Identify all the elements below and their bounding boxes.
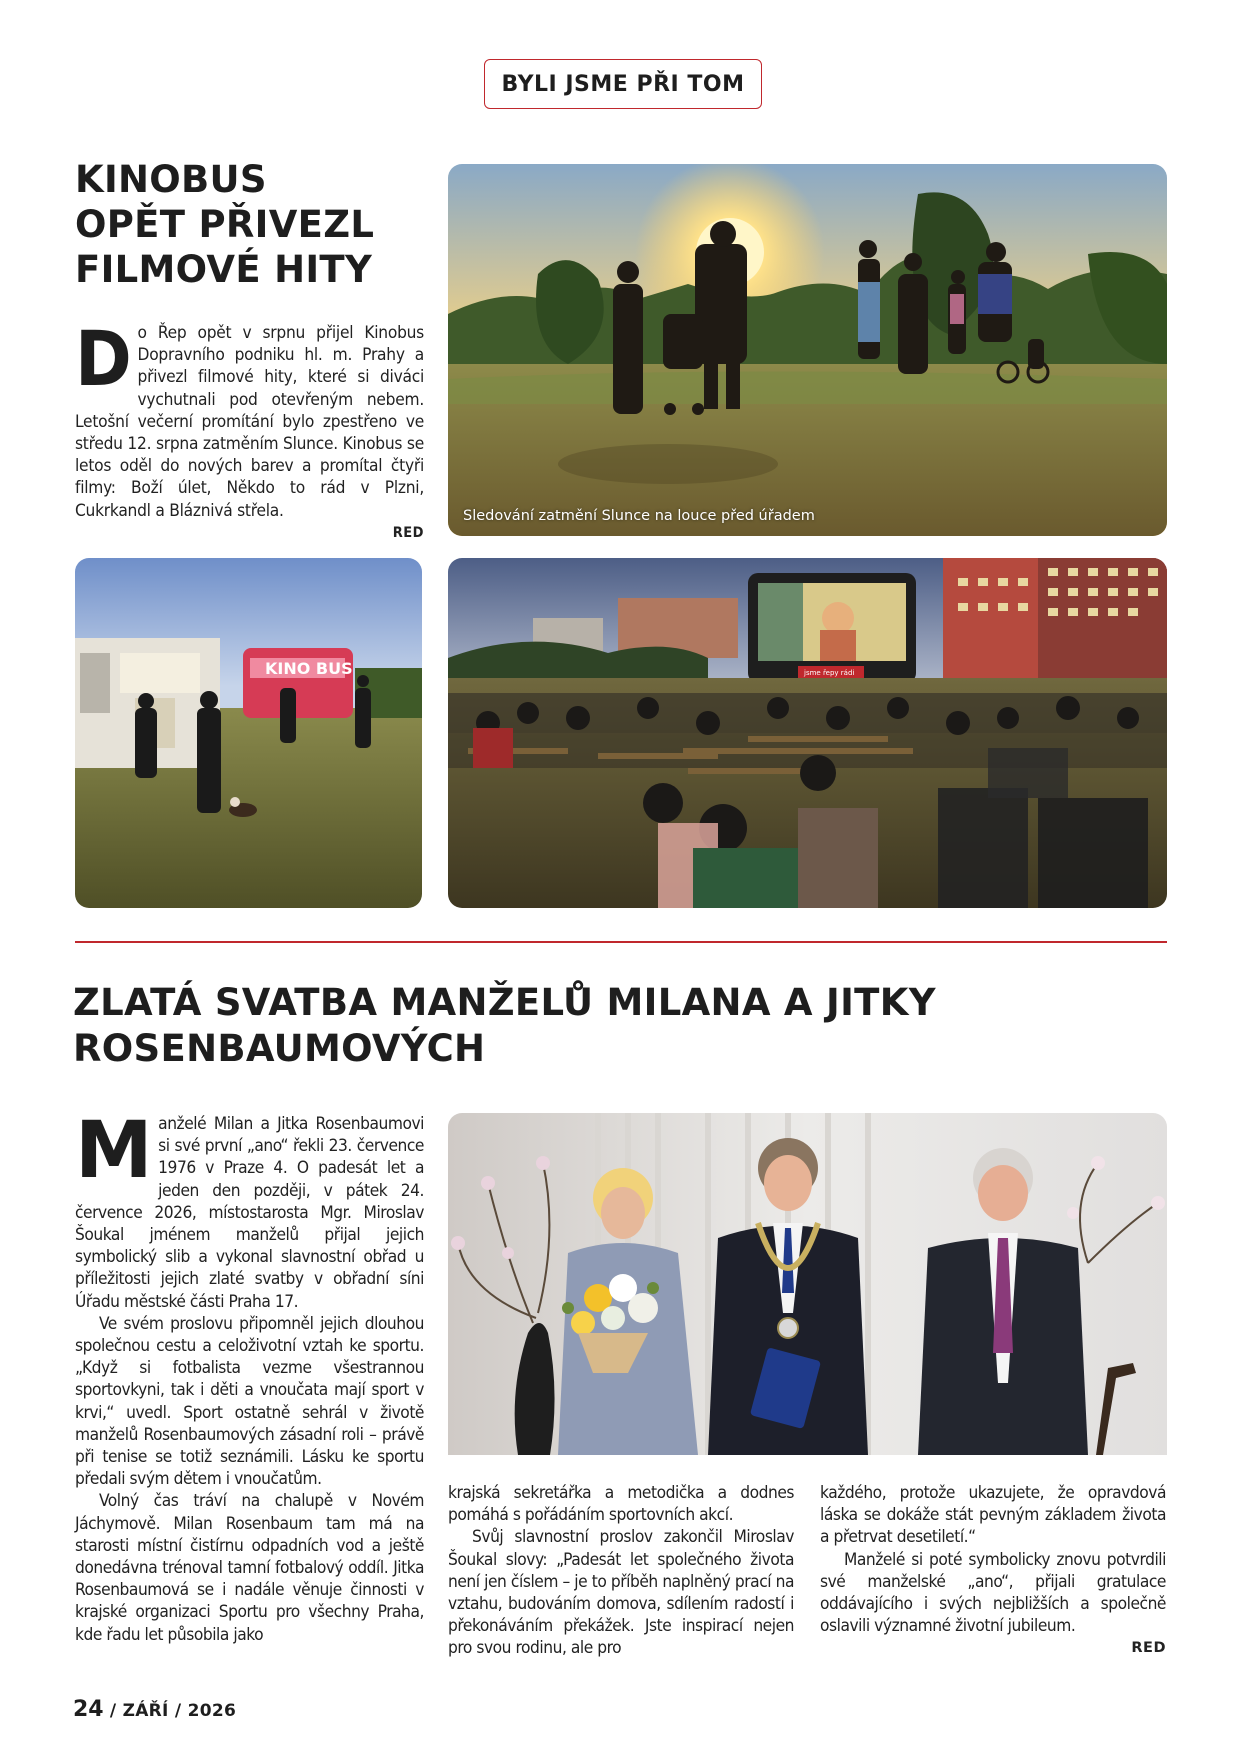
paragraph: krajská sekretářka a metodička a dodnes pomáhá s pořádáním sportovních akcí. — [448, 1483, 794, 1526]
bus-label: KINO BUS — [265, 659, 353, 678]
issue-date: / ZÁŘÍ / 2026 — [103, 1701, 237, 1721]
paragraph: Ve svém proslovu připomněl jejich dlouhou společnou cestu a celoživotní vztah ke sportu. „Když si fotbalista vezme všestrannou sportovkyni, tak i děti a vnoučata mají sport v krvi,“ uvedl. Sport ostatně sehrál v životě manželů Rosenbaumových zásadní roli – právě při tenise se totiž seznámili. Lásku ke sportu předali svým dětem i vnoučatům. — [75, 1313, 424, 1490]
paragraph: o Řep opět v srpnu přijel Kinobus Dopravního podniku hl. m. Prahy a přivezl filmové hity, které si diváci vychutnali pod otevřeným nebem. Letošní večerní promítání bylo zpestřeno ve středu 12. srpna zatměním Slunce. Kinobus se letos oděl do nových barev a promítal čtyři filmy: Boží úlet, Někdo to rád v Plzni, Cukrkandl a Bláznivá střela. — [75, 323, 424, 521]
title-line: ZLATÁ SVATBA MANŽELŮ MILANA A JITKY — [73, 981, 936, 1024]
photo-caption: Sledování zatmění Slunce na louce před úřadem — [463, 508, 815, 524]
photo-eclipse-meadow — [448, 164, 1167, 536]
paragraph: Manželé si poté symbolicky znovu potvrdili své manželské „ano“, přijali gratulace oddávajícího i svých nejbližších a společně oslavili významné životní jubileum. — [820, 1549, 1166, 1637]
author-signature: RED — [1131, 1640, 1166, 1657]
photo-open-air-cinema — [448, 558, 1167, 908]
paragraph: Svůj slavnostní proslov zakončil Miroslav Šoukal slovy: „Padesát let společného života není jen číslem – je to příběh naplněný prací na vztahu, budováním domova, sdílením radostí i překonáváním překážek. Jste inspirací nejen pro svou rodinu, ale pro — [448, 1527, 794, 1659]
drop-cap: M — [75, 1106, 153, 1196]
title-line: FILMOVÉ HITY — [75, 248, 373, 291]
title-line: ROSENBAUMOVÝCH — [73, 1027, 486, 1070]
section-badge: BYLI JSME PŘI TOM — [484, 59, 762, 109]
paragraph: Volný čas tráví na chalupě v Novém Jáchymově. Milan Rosenbaum tam má na starosti místní čistírnu odpadních vod a ještě donedávna trénoval tamní fotbalový oddíl. Jitka Rosenbaumová se i nadále věnuje činnosti v krajské organizaci Sportu pro všechny Praha, kde řadu let působila jako — [75, 1491, 424, 1645]
article-column-3 — [820, 1482, 1166, 1660]
article-column-2 — [448, 1482, 794, 1660]
article-body-kinobus — [75, 314, 424, 544]
photo-golden-wedding — [448, 1113, 1167, 1455]
screen-banner: jsme řepy rádi — [804, 669, 855, 677]
author-signature: RED — [392, 524, 424, 541]
drop-cap: D — [75, 314, 132, 403]
paragraph: anželé Milan a Jitka Rosenbaumovi si své první „ano“ řekli 23. července 1976 v Praze 4. O padesát let a jeden den později, v pátek 24. července 2026, místostarosta Mgr. Miroslav Šoukal jménem manželů přijal jejich symbolický slib a vykonal slavnostní obřad u příležitosti jejich zlaté svatby v obřadní síni Úřadu městské části Praha 17. — [75, 1114, 424, 1312]
article-title-zlata-svatba — [73, 980, 973, 1072]
photo-food-truck-bus — [75, 558, 422, 908]
page-number: 24 — [73, 1697, 104, 1722]
paragraph: každého, protože ukazujete, že opravdová láska se dokáže stát pevným základem života a přetrvat desetiletí.“ — [820, 1483, 1166, 1548]
page-footer — [73, 1697, 236, 1722]
section-divider — [75, 941, 1167, 943]
title-line: OPĚT PŘIVEZL — [75, 203, 375, 246]
article-column-1 — [75, 1106, 424, 1646]
article-title-kinobus — [75, 157, 435, 292]
title-line: KINOBUS — [75, 158, 267, 201]
